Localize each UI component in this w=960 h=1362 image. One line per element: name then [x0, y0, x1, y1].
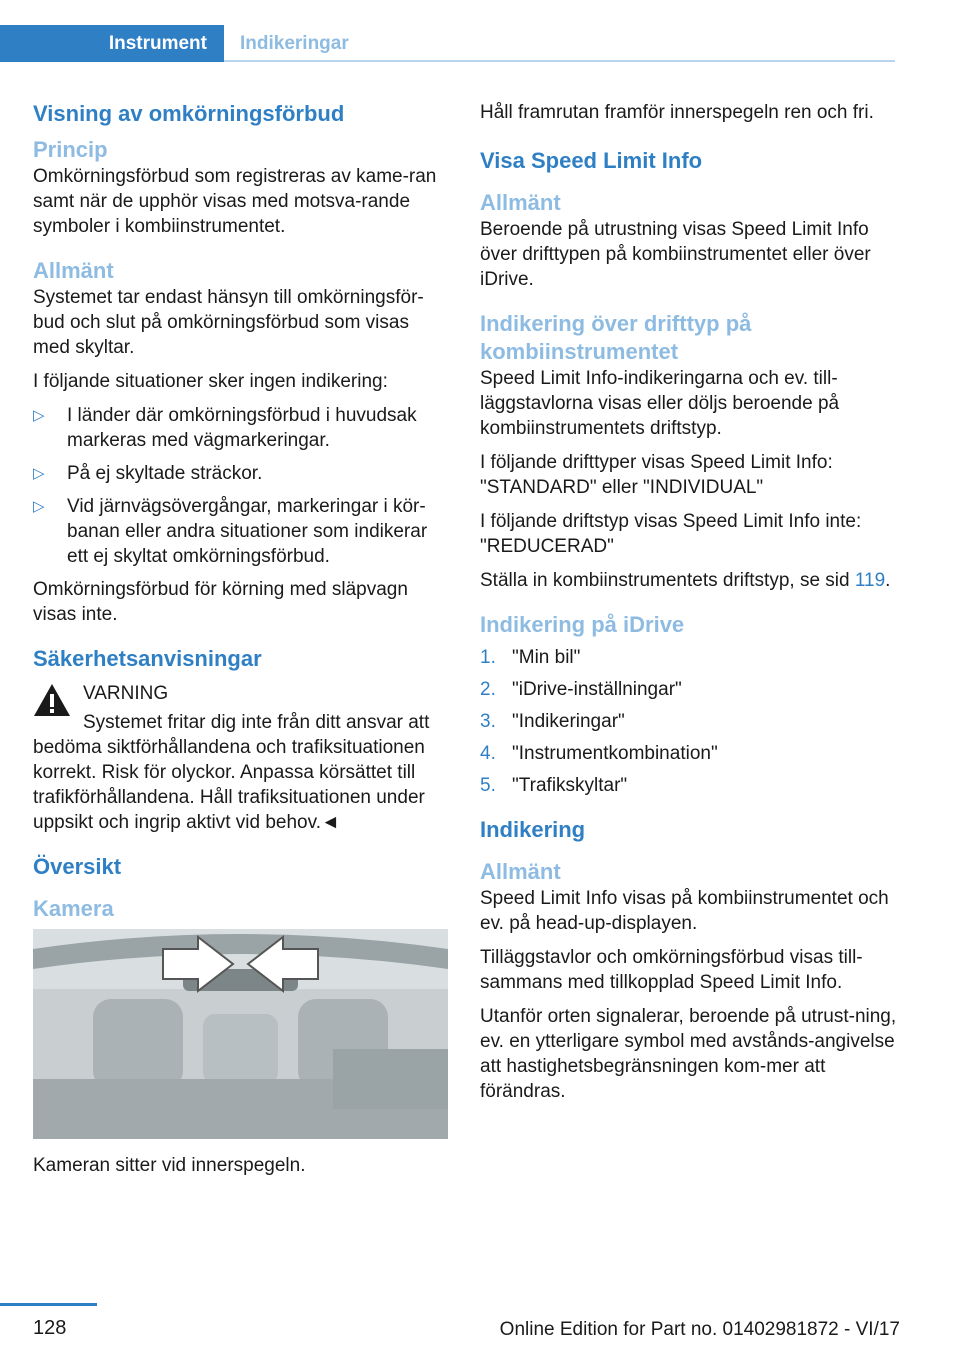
- paragraph: Håll framrutan framför innerspegeln ren och fri.: [480, 102, 874, 123]
- footer-rule: [0, 1303, 97, 1306]
- list-item: 5. "Trafikskyltar": [480, 775, 628, 796]
- subheading-allmant: Allmänt: [480, 190, 561, 215]
- warning-title: VARNING: [83, 683, 169, 704]
- paragraph: Tilläggstavlor och omkörningsförbud visas till-sammans med tillkopplad Speed Limit Info.: [480, 947, 863, 993]
- warning-box: [33, 681, 448, 835]
- subheading-kamera: Kamera: [33, 896, 114, 921]
- list-item: 3. "Indikeringar": [480, 711, 625, 732]
- idrive-steps-list: [480, 645, 900, 798]
- section-heading-visa: Visa Speed Limit Info: [480, 148, 703, 173]
- section-heading-indikering: Indikering: [480, 817, 586, 842]
- tab-indikeringar[interactable]: Indikeringar: [240, 32, 349, 54]
- car-interior-image: [33, 929, 448, 1139]
- paragraph: Omkörningsförbud som registreras av kame-ran samt när de upphör visas med motsva-rande symboler i kombiinstrumentet.: [33, 166, 437, 237]
- left-column: [33, 100, 448, 1187]
- subheading-princip: Princip: [33, 137, 108, 162]
- list-item: ▷ Vid järnvägsövergångar, markeringar i kör-banan eller andra situationer som indikerar ett ej skyltat omkörningsförbud.: [33, 496, 428, 567]
- subheading-drifttyp: Indikering över drifttyp på kombiinstrumentet: [480, 311, 752, 364]
- list-item: 4. "Instrumentkombination": [480, 743, 718, 764]
- paragraph: Speed Limit Info visas på kombiinstrumentet och ev. på head-up-displayen.: [480, 888, 889, 934]
- situations-list: [33, 403, 448, 569]
- section-heading-safety: Säkerhetsanvisningar: [33, 646, 262, 671]
- paragraph: I följande driftstyp visas Speed Limit Info inte: "REDUCERAD": [480, 511, 862, 557]
- image-caption: Kameran sitter vid innerspegeln.: [33, 1155, 306, 1176]
- triangle-bullet-icon: ▷: [33, 465, 45, 482]
- subheading-allmant-2: Allmänt: [480, 859, 561, 884]
- paragraph: I följande drifttyper visas Speed Limit Info: "STANDARD" eller "INDIVIDUAL": [480, 452, 833, 498]
- tab-instrument[interactable]: Instrument: [0, 25, 224, 62]
- right-column: [480, 100, 900, 1113]
- edition-info: Online Edition for Part no. 01402981872 - VI/17: [499, 1319, 900, 1340]
- section-heading: Visning av omkörningsförbud: [33, 101, 345, 126]
- paragraph: I följande situationer sker ingen indikering:: [33, 371, 388, 392]
- warning-triangle-icon: [33, 683, 71, 717]
- list-item: 2. "iDrive-inställningar": [480, 679, 682, 700]
- warning-text: Systemet fritar dig inte från ditt ansvar att bedöma siktförhållandena och trafiksituationen korrekt. Risk för olyckor. Anpassa körsättet till trafikförhållandena. Håll trafiksituationen under uppsikt och ingrip aktivt vid behov.◄: [33, 712, 430, 833]
- paragraph: Speed Limit Info-indikeringarna och ev. till-läggstavlorna visas eller döljs beroende på kombiinstrumentets driftstyp.: [480, 368, 840, 439]
- chapter-tabs: [0, 25, 895, 62]
- paragraph: Ställa in kombiinstrumentets driftstyp, se sid 119.: [480, 570, 891, 591]
- triangle-bullet-icon: ▷: [33, 407, 45, 424]
- subheading-idrive: Indikering på iDrive: [480, 612, 685, 637]
- list-item: 1. "Min bil": [480, 647, 581, 668]
- paragraph: Systemet tar endast hänsyn till omkörningsför-bud och slut på omkörningsförbud som visas med skyltar.: [33, 287, 424, 358]
- page-number: 128: [33, 1317, 67, 1339]
- list-item: ▷ På ej skyltade sträckor.: [33, 463, 263, 484]
- section-heading-oversikt: Översikt: [33, 854, 122, 879]
- paragraph: Beroende på utrustning visas Speed Limit Info över drifttypen på kombiinstrumentet eller över iDrive.: [480, 219, 871, 290]
- paragraph: Omkörningsförbud för körning med släpvagn visas inte.: [33, 579, 408, 625]
- header-divider: [224, 60, 895, 62]
- page-link[interactable]: 119: [854, 570, 886, 591]
- triangle-bullet-icon: ▷: [33, 498, 45, 515]
- subheading-allmant: Allmänt: [33, 258, 114, 283]
- list-item: ▷ I länder där omkörningsförbud i huvudsak markeras med vägmarkeringar.: [33, 405, 417, 451]
- paragraph: Utanför orten signalerar, beroende på utrust-ning, ev. en ytterligare symbol med avstånds-angivelse att hastighetsbegränsningen kom-mer att förändras.: [480, 1006, 897, 1102]
